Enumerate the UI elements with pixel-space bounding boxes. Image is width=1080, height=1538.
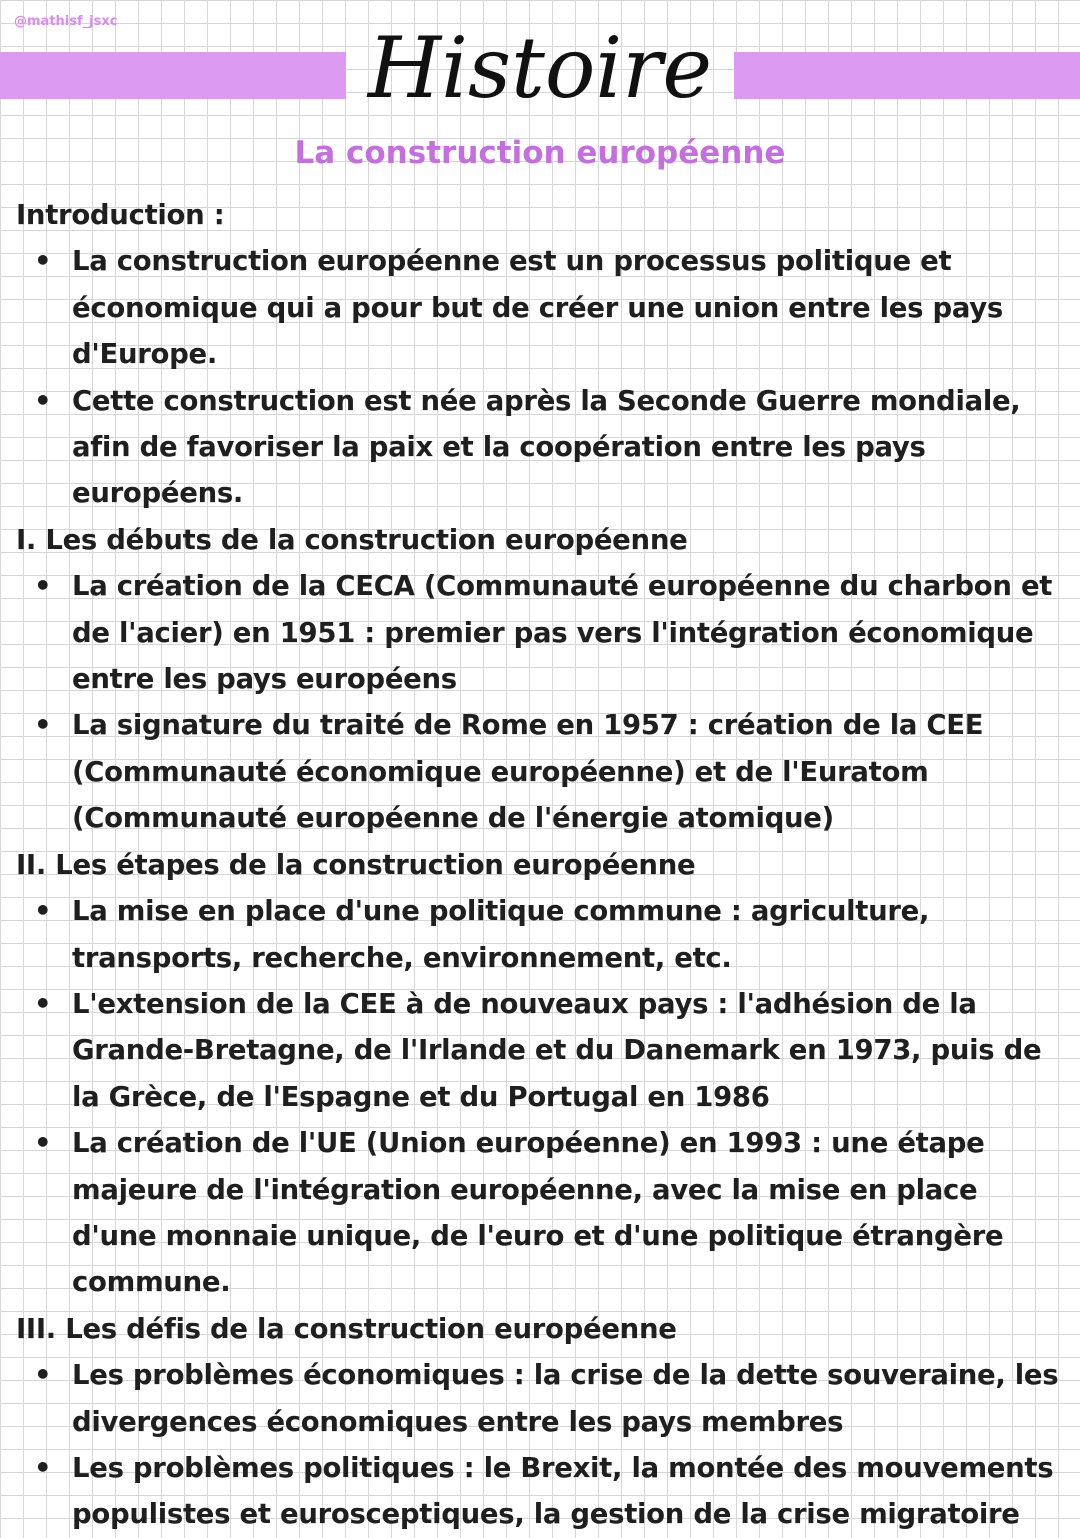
bullet-dot-icon: •: [34, 1451, 52, 1484]
notes-content: [16, 192, 1066, 1538]
list-item: [16, 563, 1066, 702]
section-heading: III. Les défis de la construction européenne: [16, 1312, 677, 1345]
bullet-dot-icon: •: [34, 384, 52, 417]
section-heading: II. Les étapes de la construction européenne: [16, 848, 696, 881]
list-item: [16, 378, 1066, 517]
bullet-list: [16, 1352, 1066, 1538]
bullet-dot-icon: •: [34, 245, 52, 278]
list-item: [16, 702, 1066, 841]
bullet-list: [16, 238, 1066, 516]
list-item: [16, 1120, 1066, 1306]
list-item-text: La création de la CECA (Communauté européenne du charbon et de l'acier) en 1951 : premier pas vers l'intégration économique entre les pays européens: [72, 570, 1053, 696]
list-item-text: La construction européenne est un processus politique et économique qui a pour but de créer une union entre les pays d'Europe.: [72, 245, 1003, 371]
section-heading: I. Les débuts de la construction européenne: [16, 523, 688, 556]
list-item: [16, 1352, 1066, 1445]
section-introduction: [16, 192, 1066, 517]
list-item-text: Les problèmes politiques : le Brexit, la montée des mouvements populistes et eurosceptiques, la gestion de la crise migratoire: [72, 1451, 1054, 1531]
list-item: [16, 238, 1066, 377]
author-handle: @mathisf_jsxc: [14, 14, 118, 29]
section-etapes: [16, 842, 1066, 1306]
bullet-dot-icon: •: [34, 987, 52, 1020]
list-item: [16, 1445, 1066, 1538]
bullet-dot-icon: •: [34, 570, 52, 603]
page-subtitle: La construction européenne: [294, 135, 786, 171]
bullet-dot-icon: •: [34, 895, 52, 928]
page-title: Histoire: [367, 19, 713, 117]
bullet-list: [16, 888, 1066, 1306]
list-item-text: La signature du traité de Rome en 1957 : création de la CEE (Communauté économique européenne) et de l'Euratom (Communauté européenne de l'énergie atomique): [72, 709, 984, 835]
list-item-text: Cette construction est née après la Seconde Guerre mondiale, afin de favoriser la paix et la coopération entre les pays européens.: [72, 384, 1021, 510]
bullet-list: [16, 563, 1066, 841]
bullet-dot-icon: •: [34, 1359, 52, 1392]
section-debuts: [16, 517, 1066, 842]
list-item: [16, 888, 1066, 981]
list-item-text: La création de l'UE (Union européenne) en 1993 : une étape majeure de l'intégration européenne, avec la mise en place d'une monnaie unique, de l'euro et d'une politique étrangère commune.: [72, 1127, 1004, 1299]
section-defis: [16, 1306, 1066, 1538]
list-item-text: Les problèmes économiques : la crise de la dette souveraine, les divergences économiques entre les pays membres: [72, 1359, 1059, 1438]
bullet-dot-icon: •: [34, 1127, 52, 1160]
list-item-text: L'extension de la CEE à de nouveaux pays : l'adhésion de la Grande-Bretagne, de l'Irlande et du Danemark en 1973, puis de la Grèce, de l'Espagne et du Portugal en 1986: [72, 987, 1042, 1113]
bullet-dot-icon: •: [34, 709, 52, 742]
list-item-text: La mise en place d'une politique commune : agriculture, transports, recherche, environnement, etc.: [72, 895, 930, 974]
list-item: [16, 981, 1066, 1120]
title-band-right: [734, 52, 1080, 99]
section-heading: Introduction :: [16, 199, 225, 231]
title-band-left: [0, 52, 346, 99]
